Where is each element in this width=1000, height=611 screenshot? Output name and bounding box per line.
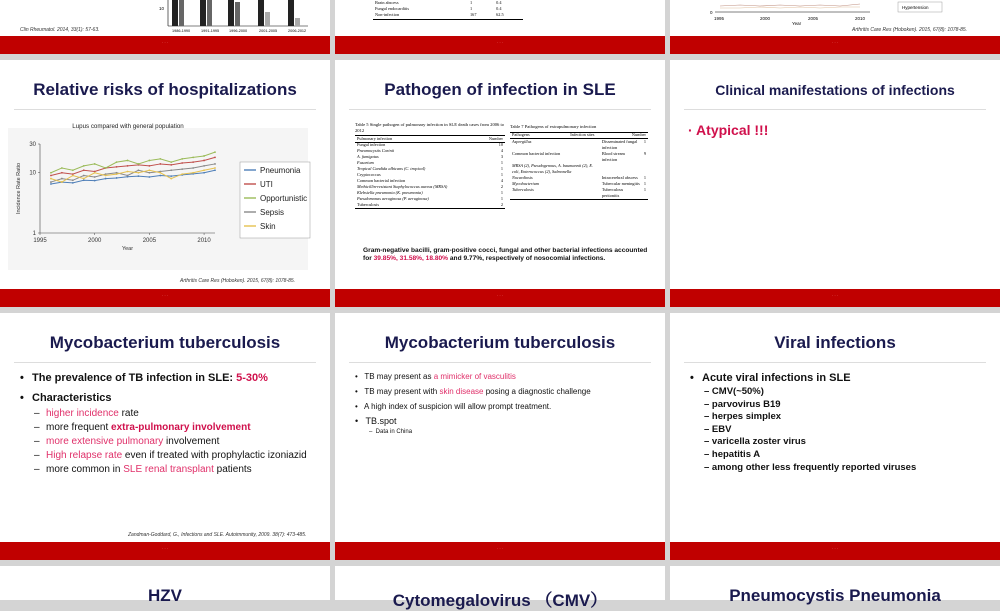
y-tick-label: 30 <box>29 142 36 148</box>
data-point <box>181 168 183 170</box>
data-point <box>170 169 172 171</box>
data-point <box>94 176 96 178</box>
table-cell: 1 <box>643 180 646 186</box>
data-point <box>94 163 96 165</box>
table-cell: Tuberculous peritonitis <box>601 186 624 198</box>
data-point <box>72 179 74 181</box>
y-tick-label: 10 <box>29 170 36 177</box>
slide-10[interactable] <box>0 566 330 605</box>
sub-bullet-item: – Data in China <box>369 429 413 435</box>
x-tick: 2010 <box>855 16 866 21</box>
y-tick: 10 <box>159 6 165 11</box>
viral-sub-list <box>704 386 984 474</box>
data-point <box>138 163 140 165</box>
data-point <box>50 183 52 185</box>
table-cell: 10 <box>498 142 503 148</box>
table-cell: 1 <box>500 172 503 178</box>
bullet-atypical <box>688 122 768 138</box>
citation: Clin Rheumatol. 2014, 33(1): 57-63. <box>20 27 100 33</box>
sub-bullet-item: – more frequent extra-pulmonary involvement <box>20 422 320 433</box>
x-tick: 1986-1990 <box>172 29 191 33</box>
cell: 1 <box>470 6 473 11</box>
slide-title: Mycobacterium tuberculosis <box>384 333 616 352</box>
cell: 0.4 <box>496 6 502 11</box>
citation: Zandman-Goddard, G., Infections and SLE. Autoimmunity, 2009. 38(7): 473-485. <box>128 532 307 538</box>
table-cell: Fungal infection <box>357 142 386 148</box>
table-cell: 3 <box>500 154 503 160</box>
table-row <box>373 12 523 18</box>
slide-footer-bar: · · · <box>0 542 330 560</box>
chart-title: Lupus compared with general population <box>72 123 184 130</box>
table-cell: Common bacterial infection <box>512 150 561 156</box>
table-cell: Tropical Candida albicans (C. tropical) <box>357 166 426 172</box>
table-cell <box>642 163 648 175</box>
legend-entry: Sepsis <box>260 208 285 217</box>
x-tick-label: 2000 <box>88 238 102 244</box>
note-text: Gram-negative bacilli, gram-positive cocci, fungal and other bacterial infections accounted for <box>363 247 648 263</box>
header-cell: Number <box>631 132 646 138</box>
data-point <box>105 175 107 177</box>
bullet-list <box>355 371 655 438</box>
bullet-item: • The prevalence of TB infection in SLE: 5-30% <box>20 372 320 384</box>
title-divider <box>349 109 651 110</box>
data-point <box>83 169 85 171</box>
table-cell: Nocardiosis <box>512 174 533 180</box>
data-point <box>148 172 150 174</box>
table-cell: Disseminated fungal infection <box>601 138 638 150</box>
table-caption: Table 7 Pathogens of extrapulmonary infection <box>510 124 597 129</box>
slide-footer-bar: · · · <box>670 542 1000 560</box>
data-point <box>203 155 205 157</box>
header-cell: Number <box>488 135 503 141</box>
table-cell: 1 <box>500 196 503 202</box>
data-point <box>138 169 140 171</box>
sub-bullet-item: – more extensive pulmonary involvement <box>20 436 320 447</box>
data-point <box>203 169 205 171</box>
sub-bullet-item: – more common in SLE renal transplant patients <box>20 464 320 475</box>
y-tick-label: 1 <box>32 231 36 237</box>
bullet-item: • TB.spot <box>355 416 397 426</box>
data-point <box>203 172 205 174</box>
slide-title: Cytomegalovirus （CMV） <box>392 591 608 610</box>
x-axis-label: Year <box>792 21 802 26</box>
table-cell: 4 <box>500 148 503 154</box>
bullet-item: • Characteristics <box>20 392 320 404</box>
table-5 <box>355 122 505 209</box>
sub-bullet-item: – varicella zoster virus <box>704 436 806 448</box>
legend-entry: Skin <box>260 222 276 231</box>
slide-title: Viral infections <box>774 333 896 352</box>
table-cell: 4 <box>500 178 503 184</box>
data-point <box>61 181 63 183</box>
sub-bullet-item: – High relapse rate even if treated with prophylactic izoniazid <box>20 450 320 461</box>
header-cell: Pulmonary infection <box>357 135 393 141</box>
table-row <box>510 139 648 151</box>
data-point <box>116 166 118 168</box>
table-cell: Cryptococcus <box>357 172 381 178</box>
data-point <box>50 178 52 180</box>
y-tick: 0 <box>710 10 713 15</box>
bullet-list <box>20 372 320 478</box>
data-point <box>116 173 118 175</box>
table-fragment <box>373 0 523 20</box>
table-7-body <box>510 139 648 199</box>
data-point <box>181 158 183 160</box>
data-point <box>127 171 129 173</box>
data-point <box>148 160 150 162</box>
note-text: and <box>448 255 464 263</box>
title-divider <box>14 362 316 363</box>
data-point <box>72 175 74 177</box>
table-cell: Tuberculosis <box>357 202 380 208</box>
x-tick: 1991-1995 <box>201 29 220 33</box>
citation: Arthritis Care Res (Hoboken). 2015, 67(8): 1078-85. <box>180 278 296 284</box>
x-tick: 2001-2005 <box>259 29 278 33</box>
data-point <box>214 163 216 165</box>
slide-title: HZV <box>148 586 182 605</box>
data-point <box>61 178 63 180</box>
slide-9[interactable] <box>670 313 1000 560</box>
table-cell: A. fumigatus <box>357 154 379 160</box>
data-point <box>170 164 172 166</box>
sub-bullet-item: – hepatitis A <box>704 448 761 460</box>
data-point <box>192 161 194 163</box>
x-tick-label: 1995 <box>33 238 47 244</box>
slide-footer-bar: · · · <box>0 289 330 307</box>
slide-7[interactable] <box>0 313 330 560</box>
bullet-item: • TB may present as a mimicker of vasculitis <box>355 372 516 381</box>
table-cell: 1 <box>500 166 503 172</box>
hospitalization-chart <box>0 118 330 268</box>
x-tick: 2005 <box>808 16 819 21</box>
bullet-dot: · <box>688 122 693 138</box>
slide-title: Pneumocystis Pneumonia <box>729 586 941 605</box>
data-point <box>61 167 63 169</box>
slide-footer-bar: · · · <box>670 289 1000 307</box>
sub-bullet-item: – CMV(~50%) <box>704 386 764 397</box>
table-cell: 1 <box>643 174 646 180</box>
data-point <box>181 162 183 164</box>
table-cell: Pseudomonas aeruginosa (P. aeruginosa) <box>357 196 429 202</box>
table-row <box>510 187 648 199</box>
bullet-item: • TB may present with skin disease posing a diagnostic challenge <box>355 387 591 396</box>
x-tick: 2000 <box>760 16 771 21</box>
legend-entry: UTI <box>260 180 273 189</box>
table-cell: Tubercular meningitis <box>601 180 640 186</box>
legend-entry: Hypertension <box>902 5 929 10</box>
data-point <box>116 161 118 163</box>
slide-footer-bar: · · · <box>0 36 330 54</box>
header-cell: Pathogens <box>512 132 530 138</box>
data-point <box>105 167 107 169</box>
data-point <box>159 175 161 177</box>
data-point <box>83 165 85 167</box>
table-cell: Tuberculosis <box>512 186 534 192</box>
table-cell: Methicillin-resistant Staphylococcus aureus (MRSA) <box>357 184 448 190</box>
data-point <box>192 167 194 169</box>
data-point <box>214 169 216 171</box>
cell: 62.5 <box>496 12 504 17</box>
table-caption: Table 5 Single pathogen of pulmonary infection in SLE death cases from 2006 to 2012 <box>355 122 505 133</box>
data-point <box>72 169 74 171</box>
slide-footer-bar: · · · <box>670 36 1000 54</box>
data-point <box>138 175 140 177</box>
table-row <box>510 151 648 163</box>
x-tick: 1996-2000 <box>229 29 248 33</box>
slide-title: Pathogen of infection in SLE <box>384 80 616 99</box>
table-cell: Aspergillus <box>512 138 532 144</box>
sub-bullet-item: – herpes simplex <box>704 411 782 423</box>
data-point <box>148 165 150 167</box>
data-point <box>192 172 194 174</box>
data-point <box>50 181 52 183</box>
title-divider <box>14 109 316 110</box>
note-text: , respectively of nosocomial infections. <box>482 255 606 263</box>
header-cell: Infection sites <box>570 132 595 138</box>
title-divider <box>684 109 986 110</box>
slide-5[interactable] <box>335 60 665 307</box>
data-point <box>94 172 96 174</box>
data-point <box>148 176 150 178</box>
table-cell: 9 <box>643 150 646 156</box>
table-cell: Common bacterial infection <box>357 178 406 184</box>
data-point <box>170 178 172 180</box>
data-point <box>159 158 161 160</box>
data-point <box>159 163 161 165</box>
data-point <box>83 175 85 177</box>
data-point <box>105 178 107 180</box>
legend-entry: Opportunistic <box>260 194 308 203</box>
slide-footer-bar: · · · <box>335 36 665 54</box>
data-point <box>138 172 140 174</box>
data-point <box>72 182 74 184</box>
cell: Non-infection <box>375 12 400 17</box>
slide-2[interactable] <box>335 0 665 54</box>
table-5-body <box>355 142 505 208</box>
data-point <box>170 175 172 177</box>
slide-8[interactable] <box>335 313 665 560</box>
data-point <box>116 177 118 179</box>
slide-4[interactable] <box>0 60 330 307</box>
table-cell: Intracerebral abscess <box>601 174 638 180</box>
data-point <box>50 175 52 177</box>
data-point <box>214 167 216 169</box>
slide-1[interactable] <box>0 0 330 54</box>
table-cell: Blood stream infection <box>601 150 625 162</box>
nosocomial-note <box>363 247 651 264</box>
x-tick: 2006-2012 <box>288 29 307 33</box>
series-line-skin <box>51 168 215 182</box>
title-divider <box>349 362 651 363</box>
table-cell: 2 <box>500 202 503 208</box>
slide-title: Clinical manifestations of infections <box>715 82 955 98</box>
table-cell: 1 <box>643 186 646 192</box>
data-point <box>203 165 205 167</box>
table-cell: Fusarium <box>357 160 374 166</box>
data-point <box>203 160 205 162</box>
y-axis-label: Incidence Rate Ratio <box>16 162 22 215</box>
slide-footer-bar: · · · <box>335 289 665 307</box>
sub-bullet-item: – EBV <box>704 423 732 435</box>
bullet-text: Atypical !!! <box>696 122 769 138</box>
slide-title: Mycobacterium tuberculosis <box>49 333 281 352</box>
table-cell: 2 <box>500 184 503 190</box>
data-point <box>159 172 161 174</box>
sub-bullet-item: – higher incidence rate <box>20 408 320 419</box>
data-point <box>170 161 172 163</box>
data-point <box>127 165 129 167</box>
x-axis-label: Year <box>121 246 134 252</box>
data-point <box>83 178 85 180</box>
data-point <box>181 173 183 175</box>
x-tick-label: 2010 <box>197 238 211 244</box>
note-value: 9.77% <box>463 255 483 263</box>
data-point <box>148 169 150 171</box>
data-point <box>50 172 52 174</box>
table-cell <box>600 163 642 175</box>
slide-12[interactable] <box>670 566 1000 605</box>
slide-title: Relative risks of hospitalizations <box>33 80 297 99</box>
slide-6[interactable] <box>670 60 1000 307</box>
table-cell: Pneumocystis Carinii <box>357 148 395 154</box>
x-tick: 1995 <box>714 16 725 21</box>
sub-bullet-item: – parvovirus B19 <box>704 398 781 410</box>
cell: Brain abscess <box>375 0 399 5</box>
data-point <box>94 180 96 182</box>
slide-footer-bar: · · · <box>335 542 665 560</box>
slide-11[interactable] <box>335 566 665 610</box>
data-point <box>127 175 129 177</box>
table-rule <box>373 19 523 20</box>
bullet-list <box>690 372 990 386</box>
note-values: 39.85%, 31.58%, 18.80% <box>373 255 449 263</box>
table-cell: Klebsiella pneumonia (K. pneumonia) <box>357 190 423 196</box>
title-divider <box>684 362 986 363</box>
cell: 0.4 <box>496 0 502 5</box>
data-point <box>127 160 129 162</box>
table-row <box>510 163 648 175</box>
cell: 167 <box>470 12 477 17</box>
data-point <box>214 151 216 153</box>
table-cell: 1 <box>643 138 646 144</box>
cell: Fungal endocarditis <box>375 6 410 11</box>
legend-entry: Pneumonia <box>260 166 301 175</box>
data-point <box>192 156 194 158</box>
sub-bullet-item: – among other less frequently reported viruses <box>704 461 917 473</box>
bullet-item: • Acute viral infections in SLE <box>690 372 990 384</box>
table-7 <box>510 124 648 199</box>
table-cell: Mycobacterium <box>512 180 539 186</box>
slide-3[interactable] <box>670 0 1000 54</box>
table-cell: 1 <box>500 190 503 196</box>
data-point <box>214 156 216 158</box>
cell: 1 <box>470 0 473 5</box>
bullet-item: • A high index of suspicion will allow prompt treatment. <box>355 402 552 411</box>
x-tick-label: 2005 <box>142 238 157 244</box>
table-cell: MRSA (2), Pseudogenous, A. baumannii (2), E. coli, Enterococcus (2), Salmonella <box>512 162 594 174</box>
data-point <box>61 172 63 174</box>
table-cell: 1 <box>500 160 503 166</box>
data-point <box>83 179 85 181</box>
citation: Arthritis Care Res (Hoboken). 2015, 67(8): 1078-85. <box>852 27 968 33</box>
